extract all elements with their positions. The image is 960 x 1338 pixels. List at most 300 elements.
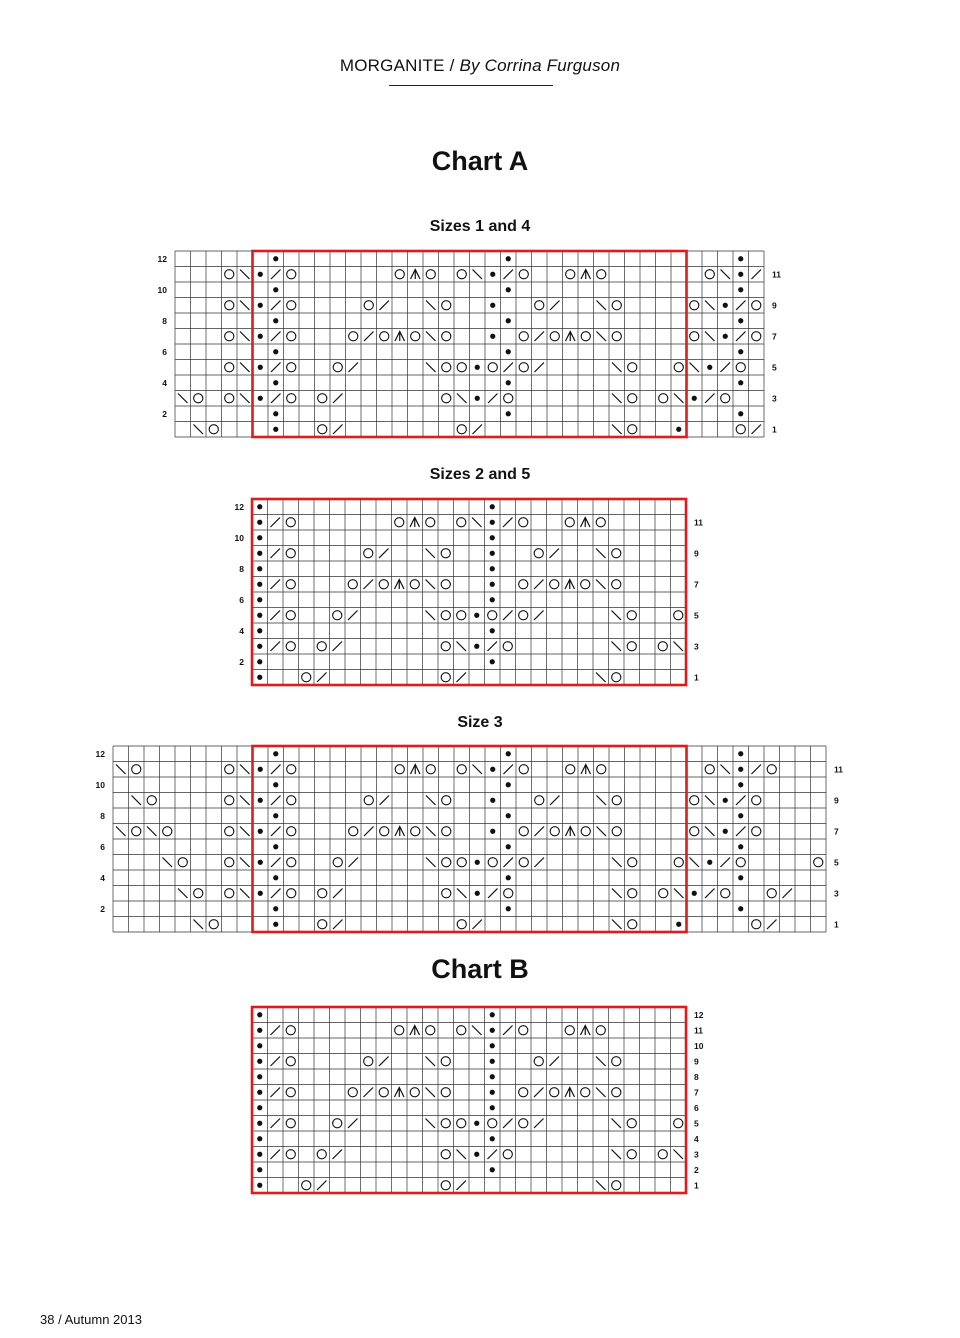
yarn-over-icon: [287, 765, 296, 774]
ssk-icon: [163, 858, 173, 868]
purl-dot-icon: [707, 860, 712, 865]
row-number-left: 8: [162, 315, 167, 326]
purl-dot-icon: [273, 813, 278, 818]
purl-dot-icon: [490, 1167, 495, 1172]
purl-dot-icon: [707, 365, 712, 370]
purl-dot-icon: [738, 272, 743, 277]
yarn-over-icon: [426, 765, 435, 774]
yarn-over-icon: [581, 332, 590, 341]
yarn-over-icon: [225, 858, 234, 867]
k2tog-icon: [317, 673, 327, 683]
yarn-over-icon: [286, 642, 295, 651]
ssk-icon: [612, 1119, 622, 1129]
row-number-left: 2: [239, 656, 244, 667]
purl-dot-icon: [257, 1028, 262, 1033]
purl-dot-icon: [676, 427, 681, 432]
ssk-icon: [426, 827, 436, 837]
k2tog-icon: [271, 796, 281, 806]
purl-dot-icon: [257, 628, 262, 633]
purl-dot-icon: [273, 411, 278, 416]
ssk-icon: [240, 301, 250, 311]
ssk-icon: [457, 889, 467, 899]
yarn-over-icon: [318, 394, 327, 403]
double-decrease-icon: [566, 332, 576, 342]
k2tog-icon: [535, 332, 545, 342]
double-decrease-icon: [581, 1026, 591, 1036]
yarn-over-icon: [349, 332, 358, 341]
double-decrease-icon: [411, 765, 421, 775]
k2tog-icon: [333, 425, 343, 435]
k2tog-icon: [271, 518, 281, 528]
ssk-icon: [472, 1026, 482, 1036]
row-number-right: 12: [694, 1009, 704, 1020]
k2tog-icon: [271, 363, 281, 373]
purl-dot-icon: [692, 891, 697, 896]
ssk-icon: [705, 332, 715, 342]
row-number-right: 3: [694, 1149, 699, 1160]
yarn-over-icon: [612, 827, 621, 836]
k2tog-icon: [271, 1150, 281, 1160]
yarn-over-icon: [612, 332, 621, 341]
ssk-icon: [596, 1057, 606, 1067]
yarn-over-icon: [364, 301, 373, 310]
k2tog-icon: [271, 889, 281, 899]
k2tog-icon: [271, 580, 281, 590]
yarn-over-icon: [348, 580, 357, 589]
yarn-over-icon: [318, 920, 327, 929]
k2tog-icon: [333, 889, 343, 899]
k2tog-icon: [535, 827, 545, 837]
yarn-over-icon: [442, 301, 451, 310]
yarn-over-icon: [690, 827, 699, 836]
yarn-over-icon: [690, 796, 699, 805]
yarn-over-icon: [519, 1088, 528, 1097]
yarn-over-icon: [209, 425, 218, 434]
k2tog-icon: [364, 332, 374, 342]
row-number-right: 2: [694, 1164, 699, 1175]
yarn-over-icon: [411, 827, 420, 836]
purl-dot-icon: [273, 751, 278, 756]
k2tog-icon: [457, 1181, 467, 1191]
k2tog-icon: [333, 394, 343, 404]
row-number-left: 6: [239, 594, 244, 605]
yarn-over-icon: [395, 518, 404, 527]
yarn-over-icon: [441, 1057, 450, 1066]
purl-dot-icon: [257, 597, 262, 602]
page-header: [0, 56, 960, 76]
yarn-over-icon: [674, 1119, 683, 1128]
grid-lines: [252, 499, 686, 685]
ssk-icon: [612, 889, 622, 899]
yarn-over-icon: [566, 765, 575, 774]
purl-dot-icon: [723, 798, 728, 803]
ssk-icon: [596, 1088, 606, 1098]
yarn-over-icon: [457, 1119, 466, 1128]
row-number-left: 2: [162, 408, 167, 419]
yarn-over-icon: [364, 796, 373, 805]
purl-dot-icon: [474, 644, 479, 649]
purl-dot-icon: [257, 1043, 262, 1048]
purl-dot-icon: [738, 813, 743, 818]
purl-dot-icon: [506, 411, 511, 416]
yarn-over-icon: [519, 332, 528, 341]
yarn-over-icon: [736, 858, 745, 867]
page-number: 38: [40, 1312, 55, 1327]
purl-dot-icon: [273, 256, 278, 261]
k2tog-icon: [379, 1057, 389, 1067]
purl-dot-icon: [506, 349, 511, 354]
purl-dot-icon: [257, 582, 262, 587]
double-decrease-icon: [410, 518, 420, 528]
row-number-right: 9: [834, 795, 839, 806]
yarn-over-icon: [286, 1088, 295, 1097]
k2tog-icon: [271, 549, 281, 559]
purl-dot-icon: [258, 860, 263, 865]
yarn-over-icon: [565, 518, 574, 527]
yarn-over-icon: [519, 1026, 528, 1035]
yarn-over-icon: [736, 425, 745, 434]
yarn-over-icon: [597, 765, 606, 774]
yarn-over-icon: [457, 1026, 466, 1035]
yarn-over-icon: [442, 889, 451, 898]
row-number-right: 1: [694, 672, 699, 683]
purl-dot-icon: [738, 287, 743, 292]
ssk-icon: [612, 1150, 622, 1160]
yarn-over-icon: [225, 827, 234, 836]
yarn-over-icon: [426, 1026, 435, 1035]
purl-dot-icon: [257, 1074, 262, 1079]
yarn-over-icon: [441, 1150, 450, 1159]
chart-a-size-3-grid: [0, 740, 960, 940]
purl-dot-icon: [257, 659, 262, 664]
purl-dot-icon: [506, 844, 511, 849]
k2tog-icon: [364, 1088, 374, 1098]
row-number-left: 8: [100, 810, 105, 821]
purl-dot-icon: [490, 798, 495, 803]
purl-dot-icon: [475, 396, 480, 401]
yarn-over-icon: [379, 580, 388, 589]
row-number-left: 6: [100, 841, 105, 852]
k2tog-icon: [271, 858, 281, 868]
yarn-over-icon: [333, 363, 342, 372]
yarn-over-icon: [457, 765, 466, 774]
yarn-over-icon: [225, 301, 234, 310]
purl-dot-icon: [506, 256, 511, 261]
yarn-over-icon: [690, 332, 699, 341]
yarn-over-icon: [457, 425, 466, 434]
ssk-icon: [194, 920, 204, 930]
row-number-right: 3: [772, 393, 777, 404]
k2tog-icon: [504, 858, 514, 868]
yarn-over-icon: [612, 549, 621, 558]
ssk-icon: [457, 1150, 467, 1160]
ssk-icon: [674, 1150, 684, 1160]
yarn-over-icon: [690, 301, 699, 310]
purl-dot-icon: [692, 396, 697, 401]
yarn-over-icon: [225, 394, 234, 403]
purl-dot-icon: [506, 287, 511, 292]
k2tog-icon: [271, 611, 281, 621]
row-number-right: 1: [772, 424, 777, 435]
yarn-over-icon: [333, 1119, 342, 1128]
purl-dot-icon: [490, 1043, 495, 1048]
ssk-icon: [674, 889, 684, 899]
yarn-over-icon: [379, 1088, 388, 1097]
ssk-icon: [426, 796, 436, 806]
k2tog-icon: [736, 301, 746, 311]
row-number-right: 9: [694, 1056, 699, 1067]
yarn-over-icon: [612, 580, 621, 589]
ssk-icon: [674, 642, 684, 652]
k2tog-icon: [503, 1119, 513, 1129]
row-number-right: 7: [772, 331, 777, 342]
yarn-over-icon: [519, 858, 528, 867]
k2tog-icon: [271, 1119, 281, 1129]
purl-dot-icon: [723, 334, 728, 339]
yarn-over-icon: [395, 1026, 404, 1035]
yarn-over-icon: [628, 394, 637, 403]
yarn-over-icon: [286, 611, 295, 620]
purl-dot-icon: [490, 628, 495, 633]
row-number-left: 10: [234, 532, 244, 543]
k2tog-icon: [534, 611, 544, 621]
yarn-over-icon: [612, 1057, 621, 1066]
k2tog-icon: [271, 1026, 281, 1036]
yarn-over-icon: [286, 1026, 295, 1035]
chart-a-sizes-2-5-grid: [0, 493, 960, 693]
purl-dot-icon: [506, 380, 511, 385]
yarn-over-icon: [178, 858, 187, 867]
double-decrease-icon: [581, 765, 591, 775]
yarn-over-icon: [426, 518, 435, 527]
ssk-icon: [721, 270, 731, 280]
double-decrease-icon: [395, 332, 405, 342]
yarn-over-icon: [225, 332, 234, 341]
k2tog-icon: [504, 270, 514, 280]
purl-dot-icon: [506, 875, 511, 880]
yarn-over-icon: [194, 394, 203, 403]
k2tog-icon: [550, 1057, 560, 1067]
row-number-right: 5: [694, 1118, 699, 1129]
yarn-over-icon: [457, 611, 466, 620]
ssk-icon: [457, 394, 467, 404]
k2tog-icon: [488, 1150, 498, 1160]
yarn-over-icon: [534, 549, 543, 558]
yarn-over-icon: [287, 796, 296, 805]
purl-dot-icon: [257, 1167, 262, 1172]
row-number-left: 2: [100, 903, 105, 914]
k2tog-icon: [348, 1119, 358, 1129]
purl-dot-icon: [273, 906, 278, 911]
yarn-over-icon: [659, 889, 668, 898]
k2tog-icon: [752, 765, 762, 775]
purl-dot-icon: [258, 798, 263, 803]
yarn-over-icon: [287, 270, 296, 279]
purl-dot-icon: [258, 272, 263, 277]
double-decrease-icon: [395, 827, 405, 837]
k2tog-icon: [503, 611, 513, 621]
yarn-over-icon: [519, 580, 528, 589]
purl-dot-icon: [257, 504, 262, 509]
yarn-over-icon: [194, 889, 203, 898]
chart-b-grid: [0, 1001, 960, 1201]
purl-dot-icon: [273, 318, 278, 323]
row-number-left: 12: [157, 253, 167, 264]
yarn-over-icon: [225, 889, 234, 898]
ssk-icon: [612, 363, 622, 373]
yarn-over-icon: [348, 1088, 357, 1097]
k2tog-icon: [535, 858, 545, 868]
page-footer: [40, 1312, 142, 1327]
purl-dot-icon: [490, 829, 495, 834]
ssk-icon: [240, 765, 250, 775]
purl-dot-icon: [257, 613, 262, 618]
yarn-over-icon: [225, 765, 234, 774]
purl-dot-icon: [738, 767, 743, 772]
row-number-right: 3: [834, 888, 839, 899]
purl-dot-icon: [258, 891, 263, 896]
row-number-right: 9: [772, 300, 777, 311]
k2tog-icon: [473, 425, 483, 435]
issue-label: Autumn 2013: [64, 1312, 142, 1327]
k2tog-icon: [271, 765, 281, 775]
yarn-over-icon: [566, 270, 575, 279]
purl-dot-icon: [258, 767, 263, 772]
purl-dot-icon: [257, 566, 262, 571]
k2tog-icon: [752, 425, 762, 435]
purl-dot-icon: [738, 256, 743, 261]
yarn-over-icon: [612, 1088, 621, 1097]
purl-dot-icon: [257, 1090, 262, 1095]
yarn-over-icon: [441, 549, 450, 558]
yarn-over-icon: [736, 363, 745, 372]
ssk-icon: [472, 518, 482, 528]
k2tog-icon: [271, 642, 281, 652]
yarn-over-icon: [225, 363, 234, 372]
chart-a-size-3-title: Size 3: [457, 714, 503, 731]
ssk-icon: [612, 394, 622, 404]
purl-dot-icon: [490, 1074, 495, 1079]
purl-dot-icon: [738, 906, 743, 911]
row-number-right: 5: [772, 362, 777, 373]
ssk-icon: [612, 611, 622, 621]
yarn-over-icon: [225, 270, 234, 279]
yarn-over-icon: [504, 394, 513, 403]
k2tog-icon: [457, 673, 467, 683]
yarn-over-icon: [441, 642, 450, 651]
purl-dot-icon: [490, 1090, 495, 1095]
yarn-over-icon: [317, 642, 326, 651]
yarn-over-icon: [287, 858, 296, 867]
purl-dot-icon: [258, 829, 263, 834]
purl-dot-icon: [490, 520, 495, 525]
purl-dot-icon: [257, 644, 262, 649]
yarn-over-icon: [628, 889, 637, 898]
purl-dot-icon: [738, 318, 743, 323]
yarn-over-icon: [752, 920, 761, 929]
yarn-over-icon: [674, 611, 683, 620]
row-number-left: 4: [100, 872, 105, 883]
yarn-over-icon: [767, 889, 776, 898]
k2tog-icon: [379, 549, 389, 559]
yarn-over-icon: [442, 827, 451, 836]
purl-dot-icon: [474, 1121, 479, 1126]
ssk-icon: [473, 270, 483, 280]
purl-dot-icon: [490, 597, 495, 602]
purl-dot-icon: [738, 380, 743, 385]
ssk-icon: [132, 796, 142, 806]
yarn-over-icon: [504, 889, 513, 898]
yarn-over-icon: [658, 1150, 667, 1159]
ssk-icon: [240, 270, 250, 280]
ssk-icon: [705, 796, 715, 806]
yarn-over-icon: [287, 363, 296, 372]
row-number-right: 11: [772, 269, 781, 280]
ssk-icon: [690, 363, 700, 373]
k2tog-icon: [504, 765, 514, 775]
yarn-over-icon: [333, 858, 342, 867]
yarn-over-icon: [519, 765, 528, 774]
yarn-over-icon: [395, 270, 404, 279]
double-decrease-icon: [566, 827, 576, 837]
k2tog-icon: [271, 827, 281, 837]
k2tog-icon: [767, 920, 777, 930]
ssk-icon: [178, 394, 188, 404]
purl-dot-icon: [257, 1012, 262, 1017]
k2tog-icon: [488, 889, 498, 899]
purl-dot-icon: [506, 813, 511, 818]
purl-dot-icon: [273, 349, 278, 354]
ssk-icon: [457, 642, 467, 652]
yarn-over-icon: [488, 363, 497, 372]
ssk-icon: [612, 858, 622, 868]
yarn-over-icon: [550, 332, 559, 341]
k2tog-icon: [271, 394, 281, 404]
row-number-left: 4: [239, 625, 244, 636]
yarn-over-icon: [287, 301, 296, 310]
purl-dot-icon: [490, 1059, 495, 1064]
yarn-over-icon: [318, 425, 327, 434]
footer-separator: /: [58, 1312, 62, 1327]
yarn-over-icon: [519, 363, 528, 372]
chart-a-sizes-1-4-grid: [0, 245, 960, 445]
yarn-over-icon: [658, 642, 667, 651]
yarn-over-icon: [752, 796, 761, 805]
yarn-over-icon: [674, 858, 683, 867]
k2tog-icon: [534, 1119, 544, 1129]
row-number-right: 8: [694, 1071, 699, 1082]
yarn-over-icon: [503, 642, 512, 651]
header-separator: /: [449, 56, 455, 75]
yarn-over-icon: [441, 1181, 450, 1190]
ssk-icon: [426, 1057, 436, 1067]
yarn-over-icon: [519, 827, 528, 836]
yarn-over-icon: [628, 858, 637, 867]
yarn-over-icon: [535, 301, 544, 310]
k2tog-icon: [736, 827, 746, 837]
ssk-icon: [612, 642, 622, 652]
purl-dot-icon: [490, 1105, 495, 1110]
ssk-icon: [426, 549, 436, 559]
yarn-over-icon: [581, 827, 590, 836]
row-number-left: 6: [162, 346, 167, 357]
yarn-over-icon: [209, 920, 218, 929]
header-rule: [389, 85, 553, 86]
purl-dot-icon: [257, 1136, 262, 1141]
k2tog-icon: [736, 796, 746, 806]
k2tog-icon: [333, 920, 343, 930]
yarn-over-icon: [287, 394, 296, 403]
